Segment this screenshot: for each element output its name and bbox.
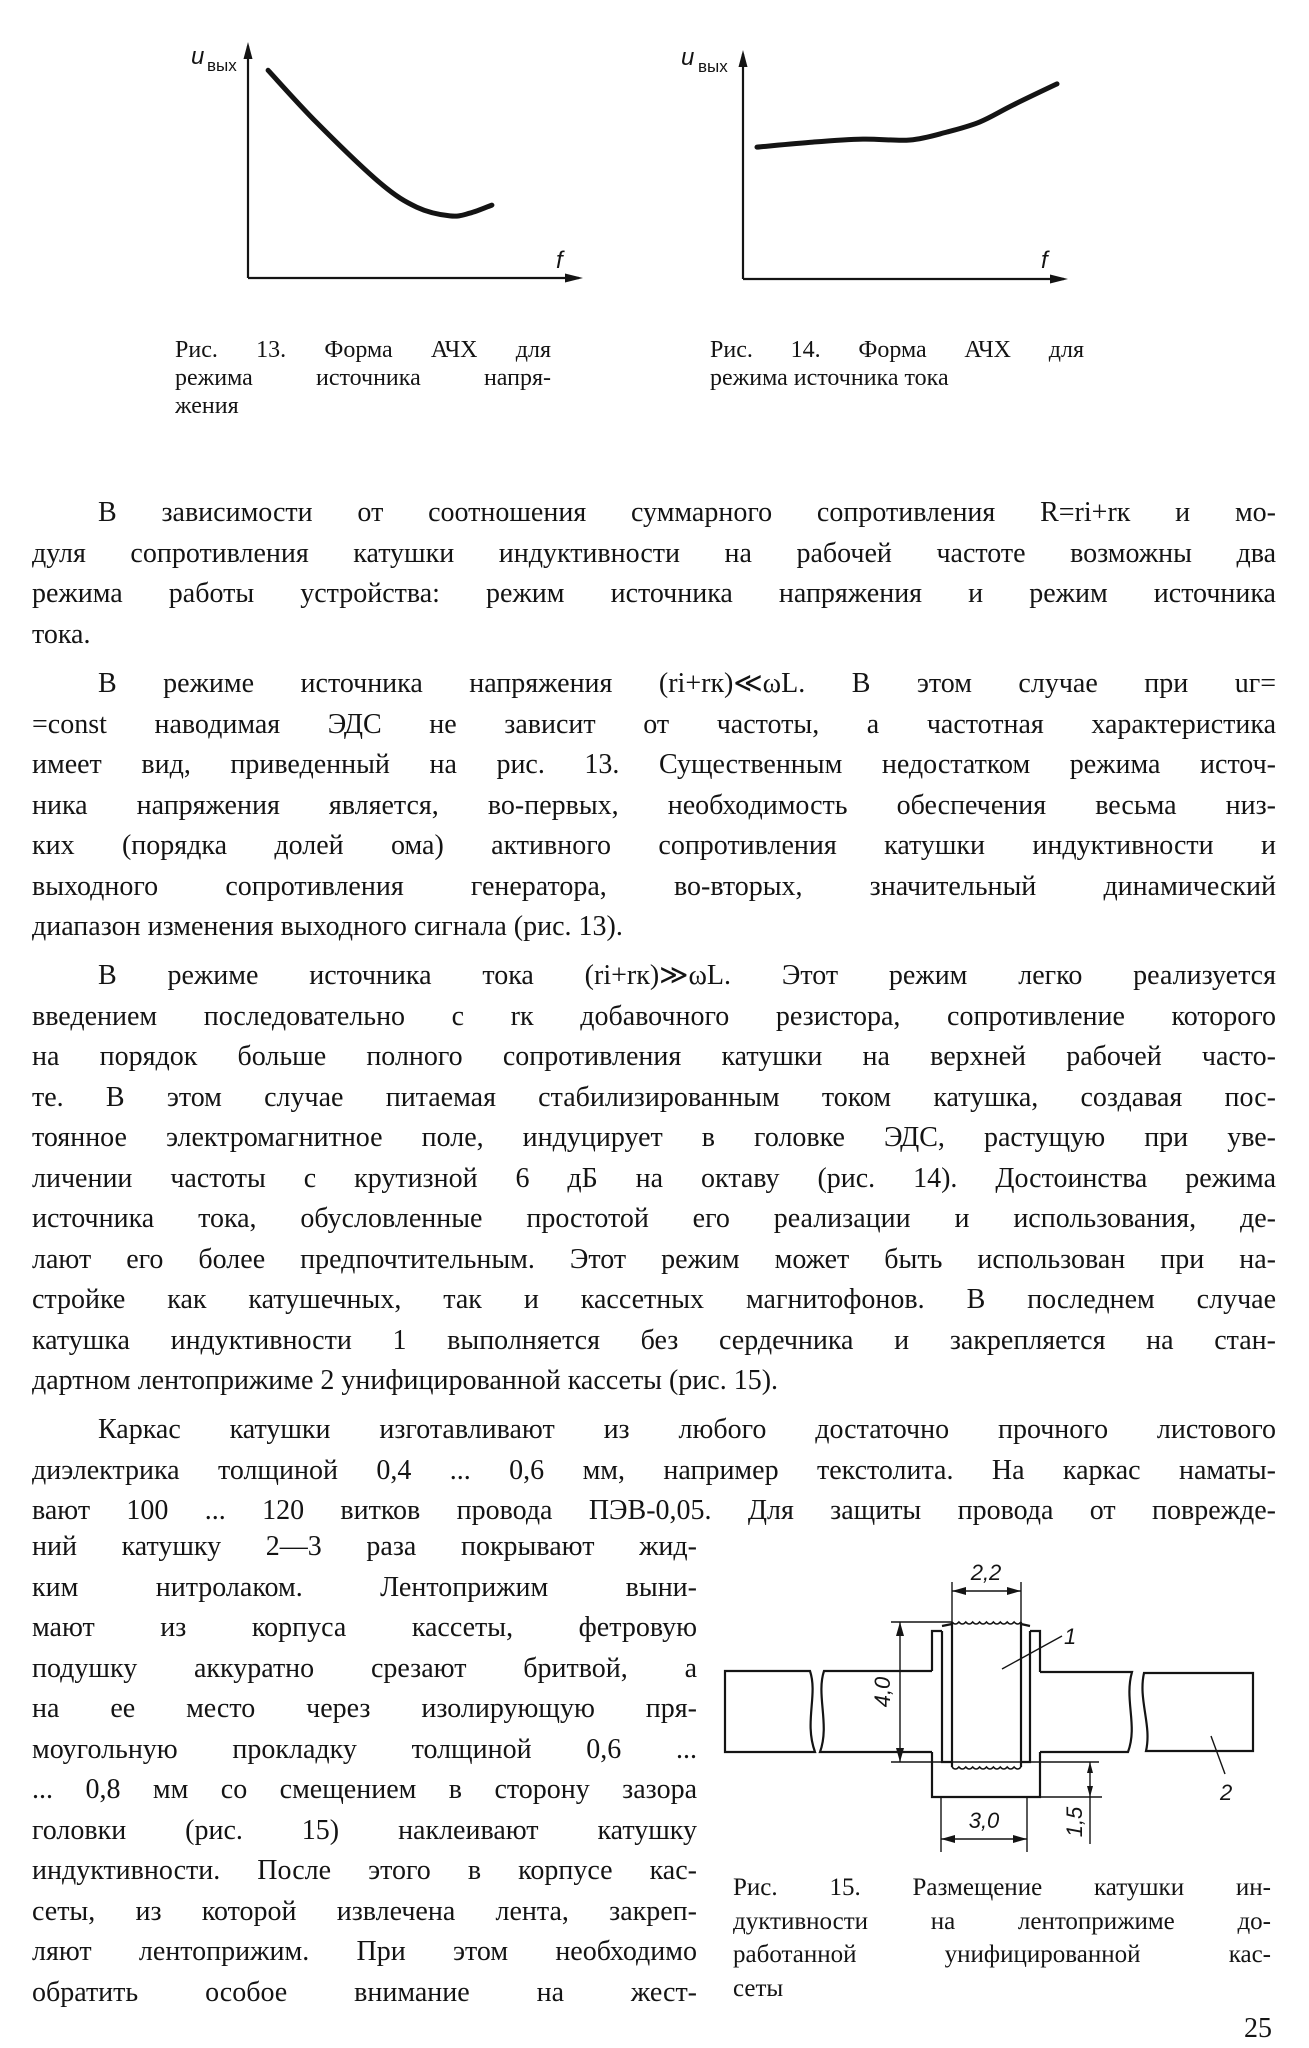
text-line: тока. [32, 618, 91, 650]
x-axis-label: f [556, 247, 563, 274]
coil [952, 1622, 1021, 1769]
dimension-base-width [941, 1797, 1027, 1852]
response-curve [268, 70, 492, 216]
text-line: лают его более предпочтительным. Этот режим может быть использован при на- [32, 1243, 1276, 1275]
x-axis-arrow [1050, 275, 1068, 284]
text-line: дуля сопротивления катушки индуктивности на рабочей частоте возможны два [32, 537, 1276, 569]
tape-pad-middle-right [1040, 1672, 1132, 1752]
text-line: на ее место через изолирующую пря- [32, 1693, 697, 1724]
text-line: обратить особое внимание на жест- [32, 1976, 697, 2008]
y-axis-label: u [681, 44, 695, 71]
paragraph [32, 1410, 1276, 1532]
y-axis-label-subscript: вых [698, 57, 728, 76]
paragraph [32, 664, 1276, 948]
text-line: ... 0,8 мм со смещением в сторону зазора [32, 1774, 697, 1805]
text-line: =const наводимая ЭДС не зависит от частоты, а частотная характеристика [32, 708, 1276, 740]
caption-line: сеты [733, 1974, 784, 2002]
text-line: В режиме источника напряжения (ri+rк)≪ωL. В этом случае при uг= [98, 668, 1276, 699]
leader-line-tape-pad [1211, 1736, 1225, 1774]
caption-line: Рис. 15. Размещение катушки ин- [733, 1874, 1271, 1901]
dimension-offset [1040, 1762, 1102, 1844]
flange-left [942, 1624, 952, 1762]
y-axis-arrow [244, 42, 253, 59]
figure-13-caption [175, 336, 551, 420]
text-line: ляют лентоприжим. При этом необходимо [32, 1936, 697, 1967]
text-line: индуктивности. После этого в корпусе кас- [32, 1855, 697, 1886]
y-axis-label-subscript: вых [207, 56, 237, 75]
dimension-label: 1,5 [1062, 1806, 1087, 1838]
dimension-label: 2,2 [970, 1560, 1002, 1585]
text-line: источника тока, обусловленные простотой его реализации и использования, де- [32, 1203, 1276, 1234]
text-line: введением последовательно с rк добавочного резистора, сопротивление которого [32, 1000, 1276, 1032]
text-line: Каркас катушки изготавливают из любого достаточно прочного листового [98, 1414, 1276, 1445]
dimension-coil-width [952, 1560, 1021, 1622]
text-line: сеты, из которой извлечена лента, закреп- [32, 1895, 697, 1927]
text-line: подушку аккуратно срезают бритвой, а [32, 1652, 697, 1684]
text-line: вают 100 ... 120 витков провода ПЭВ-0,05. Для защиты провода от поврежде- [32, 1495, 1276, 1526]
text-line: моугольную прокладку толщиной 0,6 ... [32, 1733, 697, 1765]
leader-line-coil [1002, 1636, 1062, 1669]
page-number: 25 [1244, 2013, 1272, 2044]
text-line: ких (порядка долей ома) активного сопротивления катушки индуктивности и [32, 830, 1276, 861]
y-axis-label: u [191, 43, 205, 70]
text-line: выходного сопротивления генератора, во-вторых, значительный динамический [32, 870, 1276, 902]
caption-line: режима источника тока [710, 365, 949, 391]
tape-pad-left-piece [725, 1671, 815, 1752]
text-line: на порядок больше полного сопротивления катушки на верхней рабочей часто- [32, 1041, 1276, 1072]
text-line: В зависимости от соотношения суммарного сопротивления R=ri+rк и мо- [98, 497, 1276, 528]
frame-outline [932, 1631, 1040, 1797]
text-line: ким нитролаком. Лентоприжим выни- [32, 1571, 697, 1603]
figure-15-drawing [720, 1560, 1280, 1860]
label-tape-pad: 2 [1220, 1780, 1233, 1805]
tape-pad-right-piece [1142, 1673, 1253, 1751]
text-line: катушка индуктивности 1 выполняется без сердечника и закрепляется на стан- [32, 1324, 1276, 1356]
caption-line: режима источника напря- [175, 365, 551, 391]
dimension-label: 3,0 [968, 1808, 1000, 1833]
text-line: тоянное электромагнитное поле, индуцирует в головке ЭДС, растущую при уве- [32, 1122, 1276, 1153]
caption-line: работанной унифицированной кас- [733, 1941, 1271, 1968]
text-line: диэлектрика толщиной 0,4 ... 0,6 мм, например текстолита. На каркас наматы- [32, 1454, 1276, 1486]
caption-line: Рис. 13. Форма АЧХ для [175, 337, 551, 363]
text-line: ника напряжения является, во-первых, необходимость обеспечения весьма низ- [32, 789, 1276, 821]
text-line: мают из корпуса кассеты, фетровую [32, 1612, 697, 1643]
figure-15-caption [733, 1871, 1271, 2005]
text-line: головки (рис. 15) наклеивают катушку [32, 1814, 697, 1846]
x-axis-label: f [1041, 247, 1048, 274]
text-line: режима работы устройства: режим источника напряжения и режим источника [32, 578, 1276, 609]
text-line: стройке как катушечных, так и кассетных магнитофонов. В последнем случае [32, 1284, 1276, 1315]
paragraph-wrapped-column [32, 1527, 697, 2013]
text-line: личении частоты с крутизной 6 дБ на октаву (рис. 14). Достоинства режима [32, 1162, 1276, 1194]
flange-right [1021, 1624, 1030, 1762]
x-axis-arrow [565, 274, 583, 283]
paragraph [32, 493, 1276, 655]
text-line: В режиме источника тока (ri+rк)≫ωL. Этот режим легко реализуется [98, 960, 1276, 991]
figure-14-caption [710, 336, 1084, 392]
caption-line: Рис. 14. Форма АЧХ для [710, 337, 1084, 363]
y-axis-arrow [739, 50, 748, 67]
label-coil: 1 [1064, 1624, 1077, 1649]
dimension-label: 4,0 [870, 1676, 895, 1708]
paragraph [32, 956, 1276, 1402]
response-curve [757, 84, 1057, 147]
figure-13-chart [191, 42, 583, 283]
text-line: диапазон изменения выходного сигнала (рис. 13). [32, 911, 623, 942]
text-line: имеет вид, приведенный на рис. 13. Существенным недостатком режима источ- [32, 749, 1276, 780]
figure-14-chart [681, 44, 1068, 284]
text-line: дартном лентоприжиме 2 унифицированной кассеты (рис. 15). [32, 1365, 779, 1396]
frequency-response-figures [0, 0, 1309, 320]
caption-line: жения [175, 393, 239, 419]
caption-line: дуктивности на лентоприжиме до- [733, 1907, 1271, 1935]
text-line: те. В этом случае питаемая стабилизированным током катушка, создавая пос- [32, 1081, 1276, 1113]
text-line: ний катушку 2—3 раза покрывают жид- [32, 1531, 697, 1562]
